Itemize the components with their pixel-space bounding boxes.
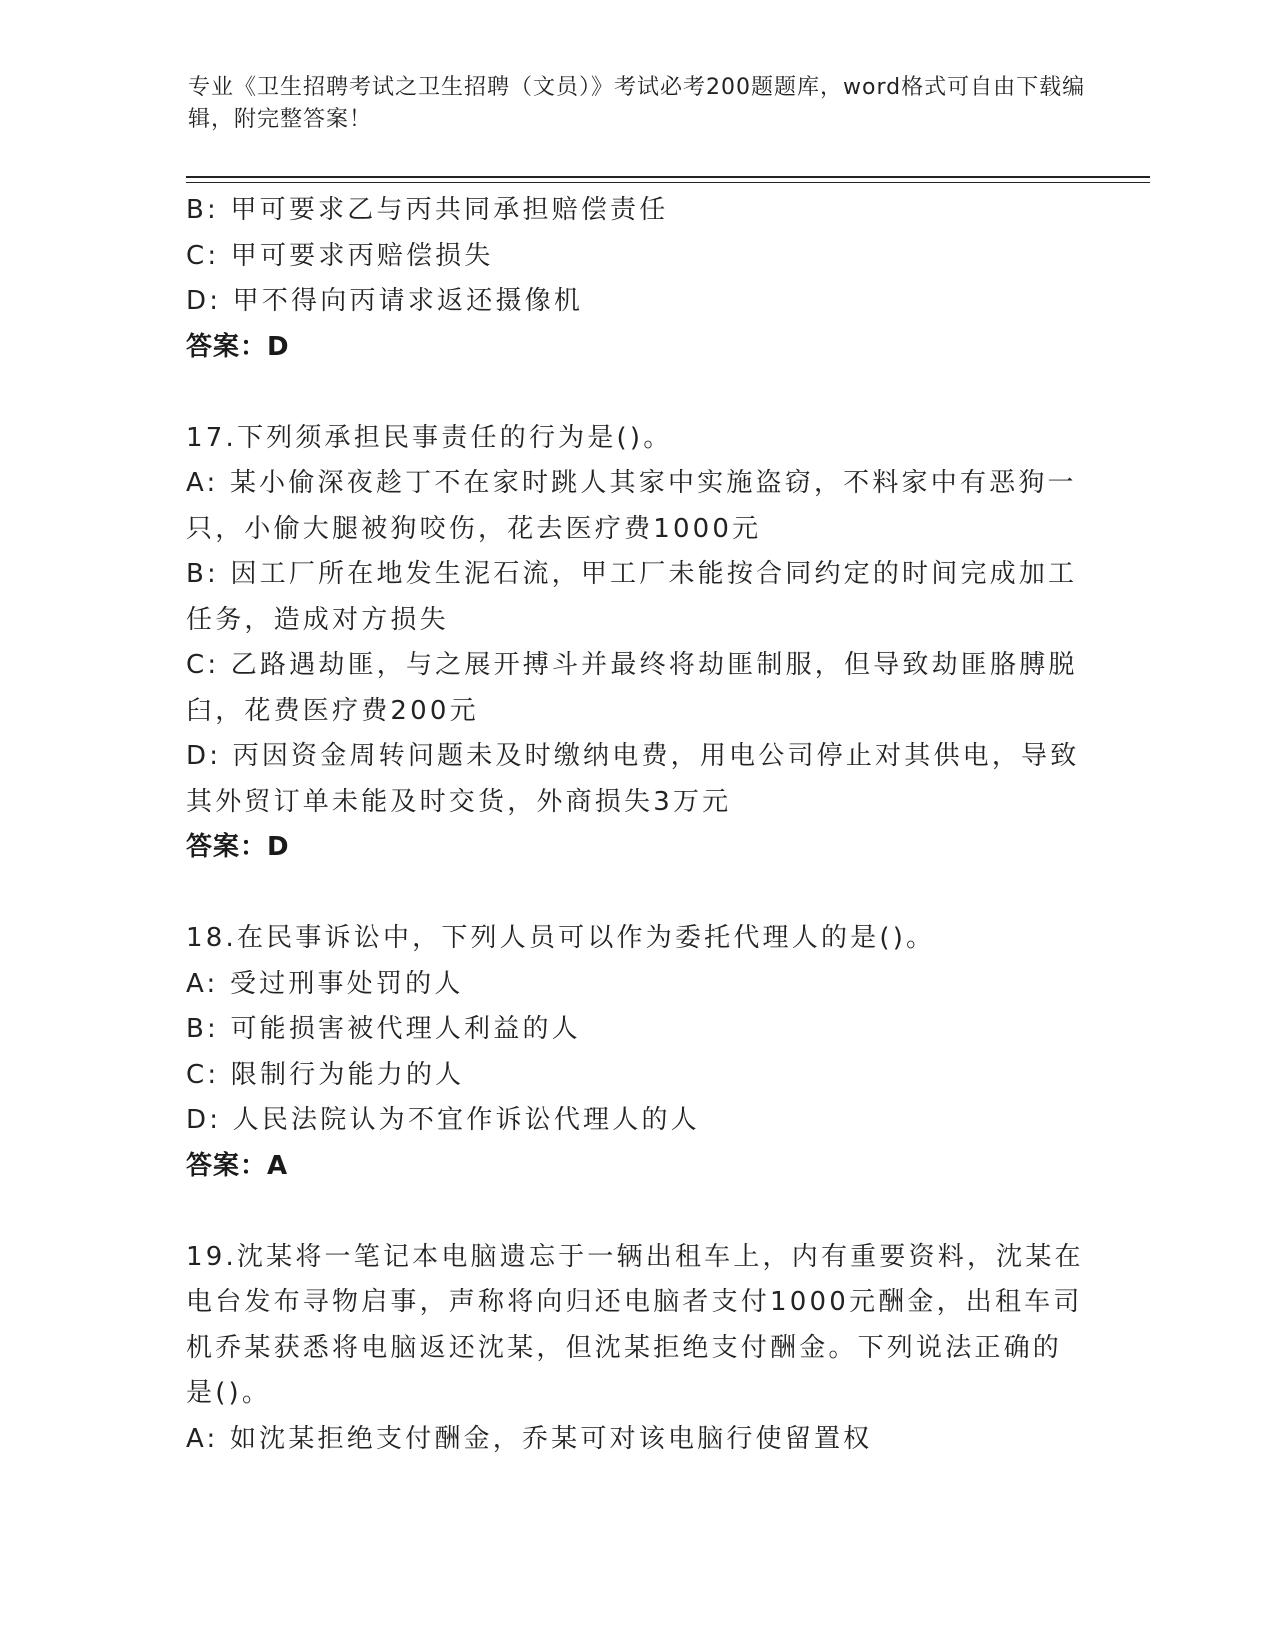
document-header: 专业《卫生招聘考试之卫生招聘（文员）》考试必考200题题库，word格式可自由下载编辑，附完整答案！ <box>188 75 1086 132</box>
question-19-block <box>186 1235 1086 1463</box>
q17-answer: 答案：D <box>186 832 290 862</box>
spacer <box>186 871 1086 917</box>
question-16-block <box>186 188 1086 370</box>
q17-option-c: C: 乙路遇劫匪，与之展开搏斗并最终将劫匪制服，但导致劫匪胳膊脱臼，花费医疗费200元 <box>186 650 1078 726</box>
q18-option-a: A: 受过刑事处罚的人 <box>186 968 464 999</box>
q17-option-b: B: 因工厂所在地发生泥石流，甲工厂未能按合同约定的时间完成加工任务，造成对方损失 <box>186 559 1078 635</box>
q19-question: 19.沈某将一笔记本电脑遗忘于一辆出租车上，内有重要资料，沈某在电台发布寻物启事，声称将向归还电脑者支付1000元酬金，出租车司机乔某获悉将电脑返还沈某，但沈某拒绝支付酬金。下列说法正确的是()。 <box>186 1241 1084 1408</box>
q16-answer: 答案：D <box>186 331 290 362</box>
q19-option-a: A: 如沈某拒绝支付酬金，乔某可对该电脑行使留置权 <box>186 1423 873 1454</box>
q16-option-c: C: 甲可要求丙赔偿损失 <box>186 240 494 271</box>
q16-option-d: D: 甲不得向丙请求返还摄像机 <box>186 286 584 316</box>
q18-answer: 答案：A <box>186 1150 289 1181</box>
question-content <box>186 188 1086 1462</box>
q18-option-c: C: 限制行为能力的人 <box>186 1059 465 1090</box>
q17-question: 17.下列须承担民事责任的行为是()。 <box>186 422 673 453</box>
q17-option-d: D: 丙因资金周转问题未及时缴纳电费，用电公司停止对其供电，导致其外贸订单未能及时交货，外商损失3万元 <box>186 741 1080 817</box>
spacer <box>186 370 1086 416</box>
q18-option-b: B: 可能损害被代理人利益的人 <box>186 1014 581 1044</box>
header-rule-thin <box>186 182 1150 183</box>
q16-option-b: B: 甲可要求乙与丙共同承担赔偿责任 <box>186 195 669 225</box>
spacer <box>186 1189 1086 1235</box>
header-rule-thick <box>186 176 1150 178</box>
question-18-block <box>186 916 1086 1189</box>
q17-option-a: A: 某小偷深夜趁丁不在家时跳人其家中实施盗窃，不料家中有恶狗一只，小偷大腿被狗咬伤，花去医疗费1000元 <box>186 468 1077 544</box>
q18-option-d: D: 人民法院认为不宜作诉讼代理人的人 <box>186 1105 700 1135</box>
q18-question: 18.在民事诉讼中，下列人员可以作为委托代理人的是()。 <box>186 923 936 953</box>
question-17-block <box>186 416 1086 871</box>
